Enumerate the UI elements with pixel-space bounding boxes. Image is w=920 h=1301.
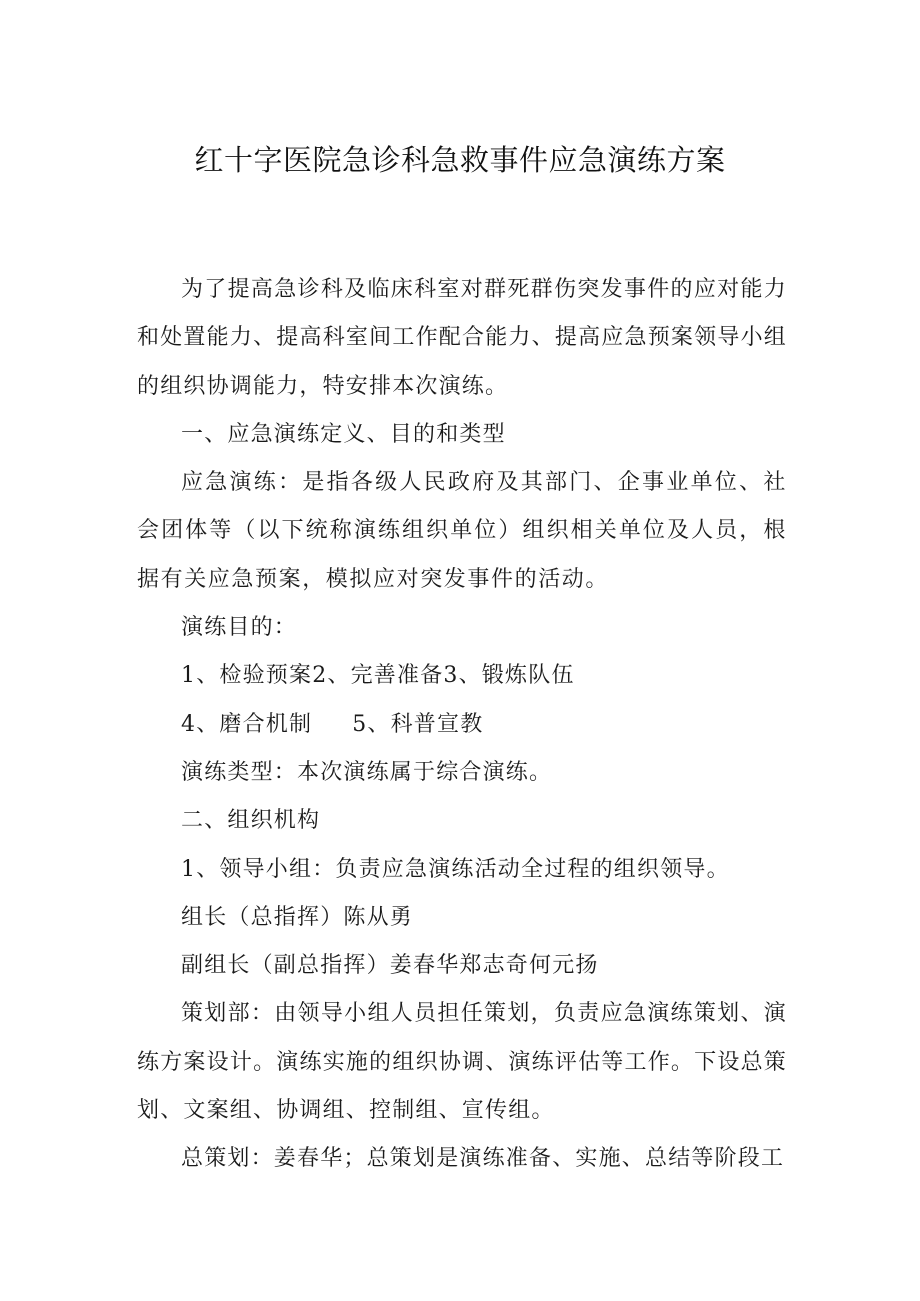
drill-goals-label: 演练目的：: [181, 615, 298, 641]
drill-goals-line-1: 1、检验预案2、完善准备3、锻炼队伍: [181, 663, 575, 689]
deputy-leader-line: 副组长（副总指挥）姜春华郑志奇何元扬: [181, 953, 599, 979]
leadership-group-paragraph: 1、领导小组：负责应急演练活动全过程的组织领导。: [181, 856, 730, 882]
section-heading-2: 二、组织机构: [181, 808, 321, 834]
drill-definition-paragraph: 应急演练：是指各级人民政府及其部门、企事业单位、社会团体等（以下统称演练组织单位）组织相关单位及人员，根据有关应急预案，模拟应对突发事件的活动。: [137, 470, 787, 592]
chief-planner-paragraph: 总策划：姜春华；总策划是演练准备、实施、总结等阶段工: [181, 1146, 785, 1172]
intro-paragraph: 为了提高急诊科及临床科室对群死群伤突发事件的应对能力和处置能力、提高科室间工作配合能力、提高应急预案领导小组的组织协调能力，特安排本次演练。: [137, 277, 787, 399]
goal-item-4: 4、磨合机制: [181, 711, 313, 737]
section-heading-1: 一、应急演练定义、目的和类型: [181, 421, 506, 447]
goal-item-5: 5、科普宣教: [352, 711, 484, 737]
document-title: 红十字医院急诊科急救事件应急演练方案: [194, 143, 726, 177]
drill-type-paragraph: 演练类型：本次演练属于综合演练。: [181, 759, 553, 785]
drill-goals-line-2: [137, 701, 787, 749]
team-leader-line: 组长（总指挥）陈从勇: [181, 904, 414, 930]
planning-department-paragraph: 策划部：由领导小组人员担任策划，负责应急演练策划、演练方案设计。演练实施的组织协调、演练评估等工作。下设总策划、文案组、协调组、控制组、宣传组。: [137, 1001, 787, 1124]
document-body: [137, 266, 787, 1184]
